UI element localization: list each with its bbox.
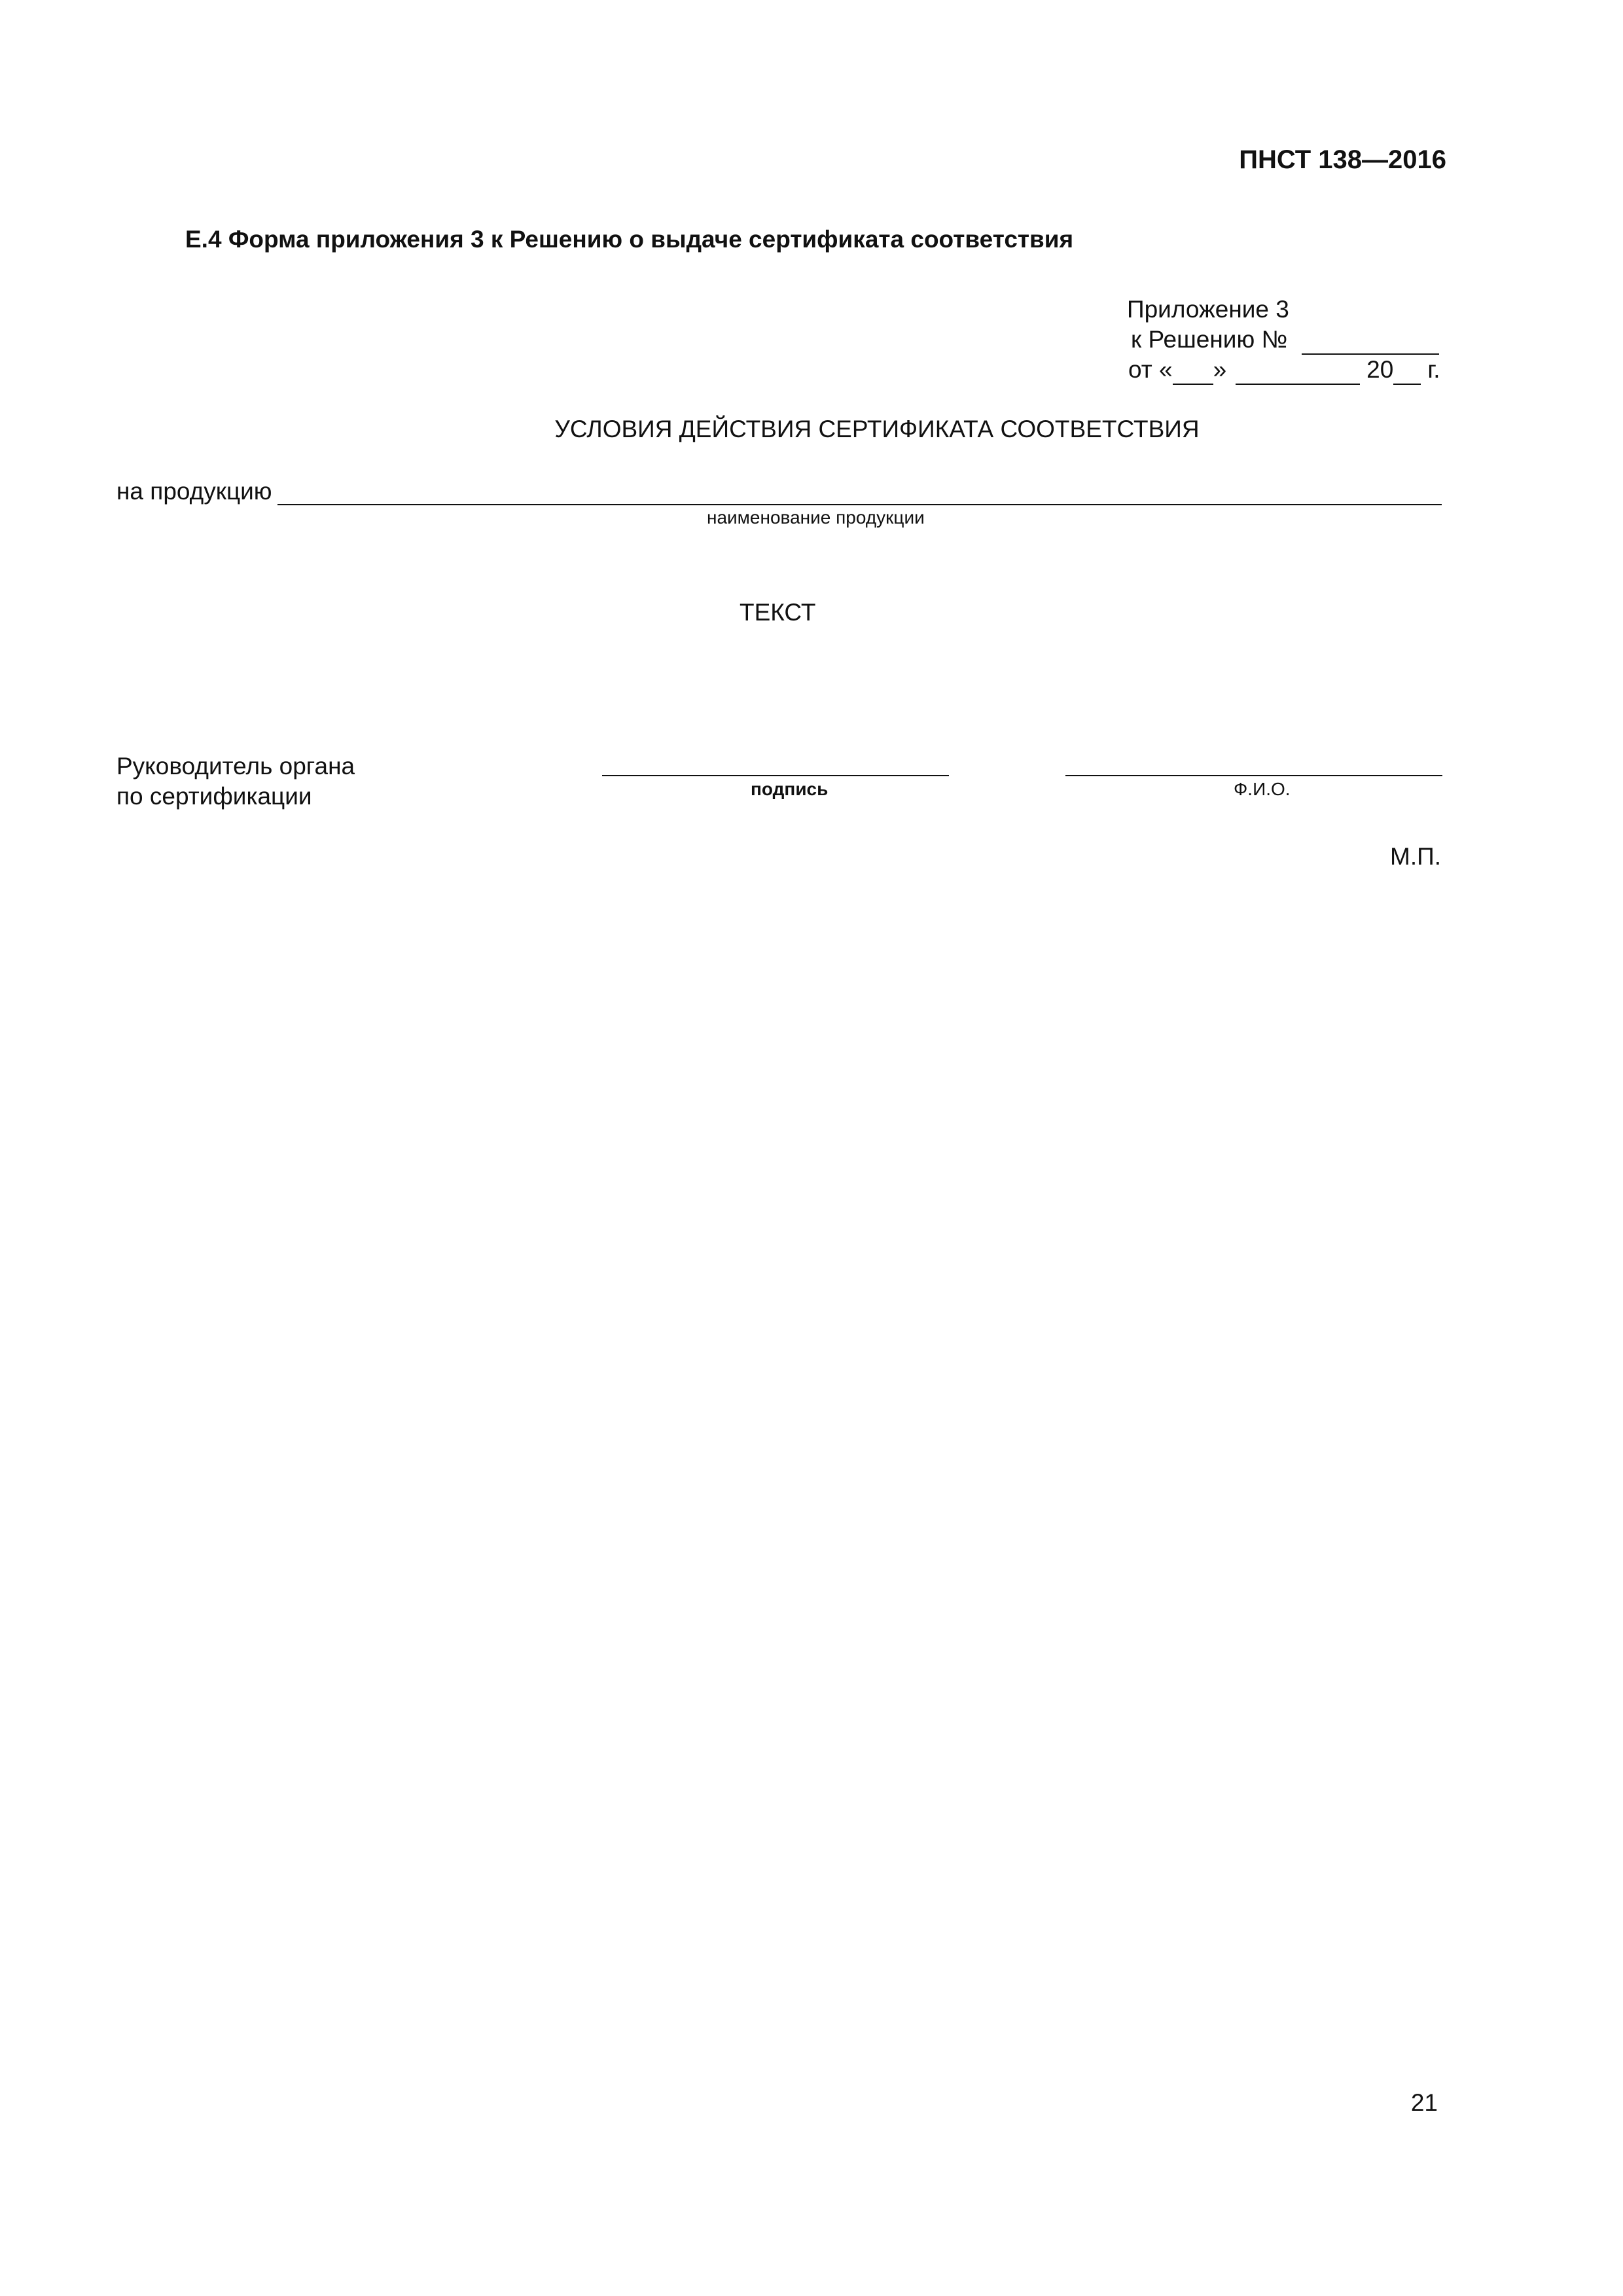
signatory-role-line2: по сертификации <box>116 783 312 810</box>
standard-code: ПНСТ 138—2016 <box>1239 145 1446 174</box>
date-from-label: от « <box>1128 356 1173 383</box>
product-caption: наименование продукции <box>707 507 925 528</box>
full-name-blank[interactable] <box>1065 775 1442 776</box>
signatory-role-line1: Руководитель органа <box>116 753 355 780</box>
signature-caption: подпись <box>751 779 829 799</box>
product-line <box>116 478 1442 505</box>
date-year-suffix: г. <box>1427 356 1440 383</box>
annex-reference-block <box>1127 295 1446 385</box>
document-heading: УСЛОВИЯ ДЕЙСТВИЯ СЕРТИФИКАТА СООТВЕТСТВИЯ <box>554 416 1200 442</box>
body-text-placeholder: ТЕКСТ <box>740 599 816 626</box>
full-name-caption: Ф.И.О. <box>1234 779 1291 799</box>
signature-blank[interactable] <box>602 775 949 776</box>
date-year-prefix: 20 <box>1366 356 1394 383</box>
section-title: Е.4 Форма приложения 3 к Решению о выдаче сертификата соответствия <box>185 226 1074 253</box>
document-heading-row <box>0 416 1571 443</box>
annex-number: Приложение 3 <box>1127 296 1289 323</box>
date-day-blank[interactable] <box>1173 360 1213 385</box>
decision-number-label: к Решению № <box>1131 326 1288 353</box>
date-close-quote: » <box>1213 356 1227 383</box>
product-name-blank[interactable] <box>277 478 1442 505</box>
decision-date-line <box>1127 355 1446 385</box>
annex-number-line <box>1127 295 1446 325</box>
date-year-blank[interactable] <box>1393 360 1421 385</box>
date-month-blank[interactable] <box>1236 360 1360 385</box>
stamp-place-label: М.П. <box>1390 843 1441 870</box>
product-label: на продукцию <box>116 478 272 505</box>
page-number: 21 <box>1410 2089 1438 2116</box>
decision-number-line <box>1127 325 1446 355</box>
decision-number-blank[interactable] <box>1302 330 1439 355</box>
signatory-role <box>116 751 355 812</box>
